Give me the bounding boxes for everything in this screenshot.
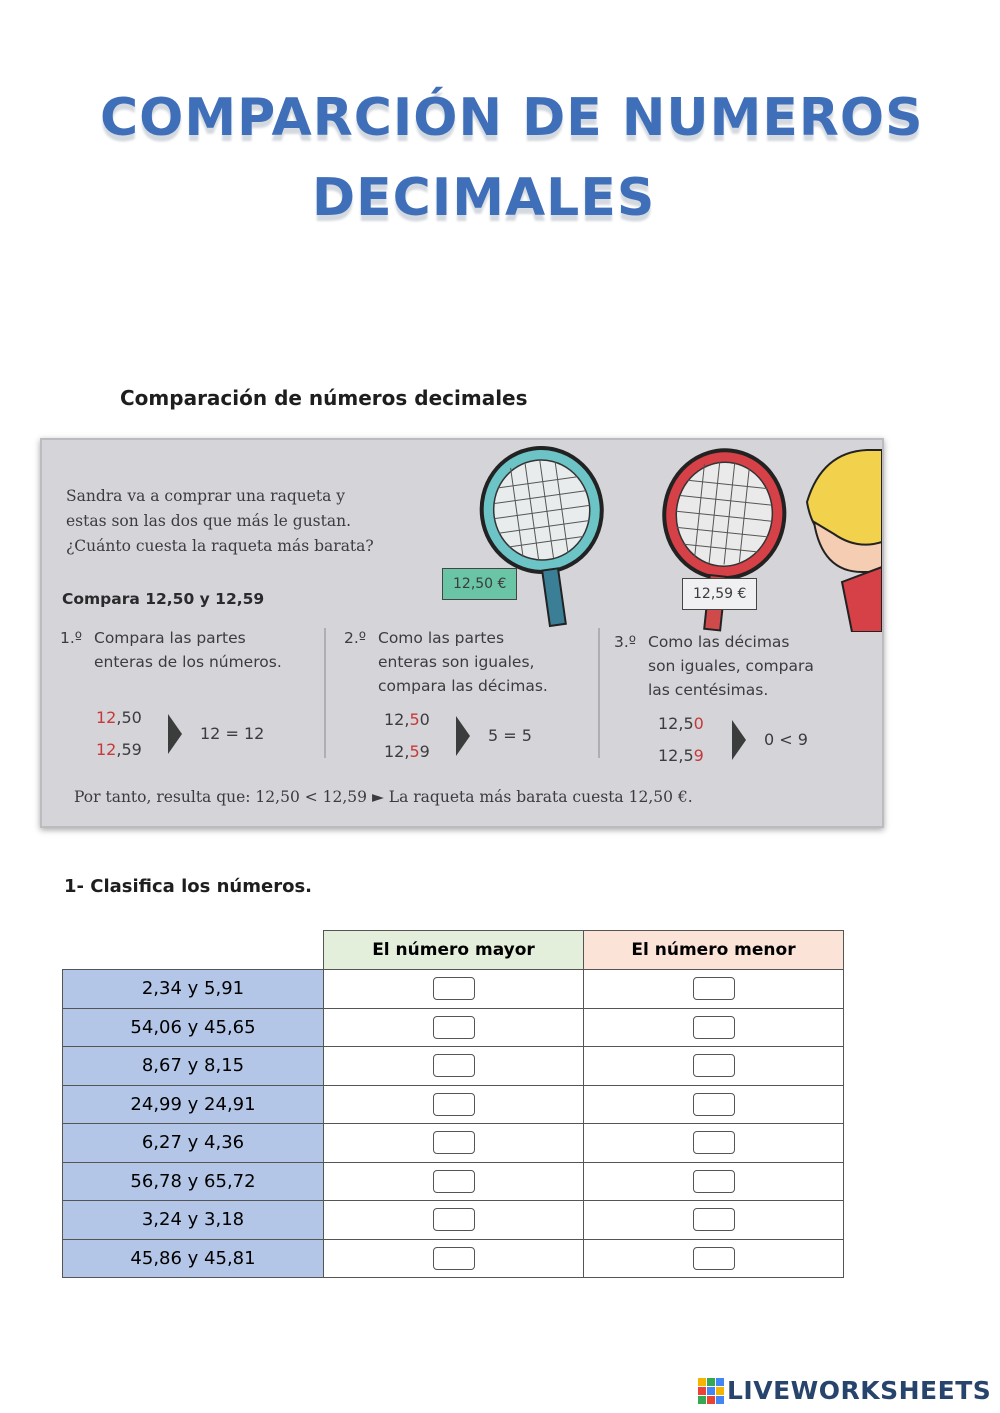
story-text xyxy=(66,484,374,559)
header-empty-cell xyxy=(63,931,324,970)
answer-box-menor[interactable] xyxy=(693,1016,735,1039)
story-line: estas son las dos que más le gustan. xyxy=(66,512,352,530)
number-pair: 8,67 y 8,15 xyxy=(63,1047,324,1086)
answer-box-menor[interactable] xyxy=(693,1054,735,1077)
answer-box-mayor[interactable] xyxy=(433,1131,475,1154)
answer-box-mayor[interactable] xyxy=(433,1208,475,1231)
answer-box-menor[interactable] xyxy=(693,1093,735,1116)
step-text: Como las partes enteras son iguales, compara las décimas. xyxy=(378,629,548,695)
answer-box-menor[interactable] xyxy=(693,1208,735,1231)
classification-table xyxy=(62,930,844,1278)
step-text: Compara las partes enteras de los números. xyxy=(94,629,282,671)
answer-box-mayor[interactable] xyxy=(433,977,475,1000)
step-text: Como las décimas son iguales, compara las centésimas. xyxy=(648,633,814,699)
table-row xyxy=(63,1201,844,1240)
step-3-values: 12,50 12,59 xyxy=(658,714,704,765)
liveworksheets-logo xyxy=(698,1376,991,1405)
number-pair: 6,27 y 4,36 xyxy=(63,1124,324,1163)
lesson-heading: Comparación de números decimales xyxy=(120,386,528,410)
story-line: Sandra va a comprar una raqueta y xyxy=(66,487,346,505)
step-divider xyxy=(598,628,600,758)
number-pair: 3,24 y 3,18 xyxy=(63,1201,324,1240)
number-pair: 54,06 y 45,65 xyxy=(63,1008,324,1047)
step-number: 1.º xyxy=(60,629,83,647)
step-2-values: 12,50 12,59 xyxy=(384,710,430,761)
price-tag-red: 12,59 € xyxy=(682,578,757,610)
table-row xyxy=(63,1124,844,1163)
step-3-result: 0 < 9 xyxy=(764,730,808,749)
story-line: ¿Cuánto cuesta la raqueta más barata? xyxy=(66,537,374,555)
table-header-row xyxy=(63,931,844,970)
table-row xyxy=(63,1239,844,1278)
answer-box-menor[interactable] xyxy=(693,1131,735,1154)
table-row xyxy=(63,1085,844,1124)
arrow-icon xyxy=(732,720,746,760)
step-number: 3.º xyxy=(614,633,637,651)
answer-box-menor[interactable] xyxy=(693,977,735,1000)
header-mayor: El número mayor xyxy=(324,931,584,970)
arrow-icon xyxy=(168,714,182,754)
header-menor: El número menor xyxy=(584,931,844,970)
liveworksheets-mark-icon xyxy=(698,1378,724,1404)
number-pair: 45,86 y 45,81 xyxy=(63,1239,324,1278)
page-title-line-1: COMPARCIÓN DE NUMEROS xyxy=(100,88,924,148)
brand-name: LIVEWORKSHEETS xyxy=(727,1376,992,1405)
blue-racket-icon xyxy=(474,442,618,632)
answer-box-mayor[interactable] xyxy=(433,1016,475,1039)
step-1-values: 12,50 12,59 xyxy=(96,708,142,759)
step-divider xyxy=(324,628,326,758)
number-pair: 2,34 y 5,91 xyxy=(63,970,324,1009)
compare-title: Compara 12,50 y 12,59 xyxy=(62,590,265,608)
table-row xyxy=(63,970,844,1009)
step-number: 2.º xyxy=(344,629,367,647)
number-pair: 24,99 y 24,91 xyxy=(63,1085,324,1124)
table-row xyxy=(63,1162,844,1201)
number-pair: 56,78 y 65,72 xyxy=(63,1162,324,1201)
answer-box-menor[interactable] xyxy=(693,1170,735,1193)
step-1-result: 12 = 12 xyxy=(200,724,265,743)
textbook-explanation-box xyxy=(40,438,884,828)
answer-box-menor[interactable] xyxy=(693,1247,735,1270)
answer-box-mayor[interactable] xyxy=(433,1170,475,1193)
conclusion-text: Por tanto, resulta que: 12,50 < 12,59 ► La raqueta más barata cuesta 12,50 €. xyxy=(74,788,693,806)
arrow-icon xyxy=(456,716,470,756)
step-2-result: 5 = 5 xyxy=(488,726,532,745)
table-row xyxy=(63,1008,844,1047)
answer-box-mayor[interactable] xyxy=(433,1247,475,1270)
answer-box-mayor[interactable] xyxy=(433,1054,475,1077)
table-row xyxy=(63,1047,844,1086)
racket-illustration xyxy=(462,442,882,632)
exercise-heading: 1- Clasifica los números. xyxy=(64,876,313,897)
answer-box-mayor[interactable] xyxy=(433,1093,475,1116)
page-title-line-2: DECIMALES xyxy=(312,168,656,228)
child-illustration-icon xyxy=(807,450,882,632)
price-tag-blue: 12,50 € xyxy=(442,568,517,600)
